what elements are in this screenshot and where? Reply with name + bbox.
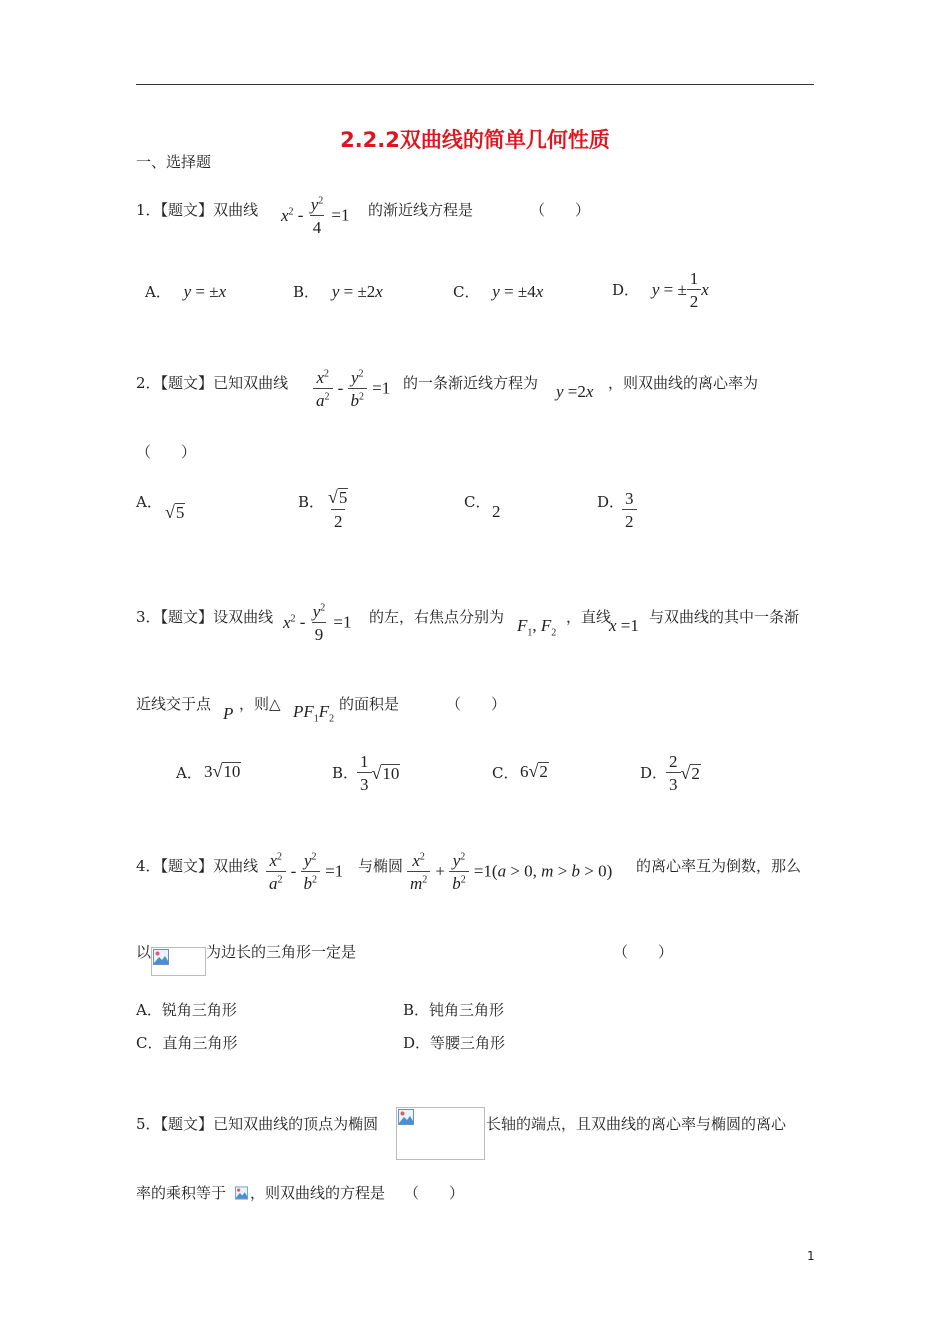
q2-option-d[interactable]: D． <box>597 493 625 511</box>
q2-equation: $\frac{x^2}{a^2}$ - $\frac{y^2}{b^2}$ =1 <box>313 369 390 409</box>
q1-option-b[interactable]: B． y = ±2x <box>293 282 383 301</box>
q3-line2-end: 的面积是 <box>339 695 400 713</box>
q5-line2: 率的乘积等于 <box>136 1184 227 1202</box>
q1-stem-end: 的渐近线方程是 <box>368 201 474 219</box>
q4-option-b[interactable]: B．钝角三角形 <box>403 1001 505 1019</box>
q2-option-d-value: $\frac{3}{2}$ <box>622 490 637 530</box>
q4-option-c[interactable]: C．直角三角形 <box>136 1034 238 1052</box>
q3-stem: 3．【题文】设双曲线 <box>136 608 274 626</box>
q2-stem: 2．【题文】已知双曲线 <box>136 374 289 392</box>
broken-image-icon <box>398 1109 414 1125</box>
q4-ellipse: $\frac{x^2}{m^2}$ + $\frac{y^2}{b^2}$ =1(a > 0, m > b > 0) <box>407 852 612 892</box>
q4-blank: （ ） <box>613 943 674 961</box>
q4-option-d[interactable]: D．等腰三角形 <box>403 1034 506 1052</box>
q3-stem-end: 与双曲线的其中一条渐 <box>649 608 800 626</box>
q3-line2: 近线交于点 <box>136 695 212 713</box>
q4-hyperbola: $\frac{x^2}{a^2}$ - $\frac{y^2}{b^2}$ =1 <box>266 852 343 892</box>
q1-equation: $x^2$ - $\frac{y^2}{4}$ =1 <box>281 195 350 237</box>
q4-line2-end: 为边长的三角形一定是 <box>206 943 357 961</box>
q3-line2-mid: ，则△ <box>239 695 281 713</box>
q3-option-b[interactable]: B． <box>332 764 359 782</box>
q4-option-a[interactable]: A．锐角三角形 <box>136 1001 237 1019</box>
q1-blank: （ ） <box>530 201 591 219</box>
q3-stem-line: ，直线 <box>566 608 612 626</box>
q3-equation: $x^2$ - $\frac{y^2}{9}$ =1 <box>283 602 352 644</box>
q2-option-a[interactable]: A． <box>136 493 162 511</box>
q1-option-a[interactable]: A． y = ±x <box>145 282 227 301</box>
q2-stem-end: ，则双曲线的离心率为 <box>608 374 759 392</box>
q3-option-d-value: $\frac{2}{3}$ √ 2 <box>666 753 701 793</box>
q3-option-a[interactable]: A． <box>176 764 202 782</box>
q3-stem-mid: 的左，右焦点分别为 <box>369 608 505 626</box>
section-heading: 一、选择题 <box>136 153 212 171</box>
q2-asymptote: y =2x <box>556 382 594 401</box>
header-rule <box>136 84 814 85</box>
q2-option-b[interactable]: B． <box>298 493 325 511</box>
q3-option-b-value: $\frac{1}{3}$ √ 10 <box>357 753 400 793</box>
page-title: 2.2.2双曲线的简单几何性质 <box>340 128 610 152</box>
q4-stem-end: 的离心率互为倒数，那么 <box>636 857 802 875</box>
q2-option-a-value: √ 5 <box>165 502 185 522</box>
broken-image-icon <box>235 1185 248 1201</box>
q2-option-c[interactable]: C． <box>464 493 491 511</box>
q2-stem-mid: 的一条渐近线方程为 <box>403 374 539 392</box>
q3-blank: （ ） <box>446 695 507 713</box>
q2-blank: （ ） <box>136 443 197 461</box>
q3-option-d[interactable]: D． <box>640 764 668 782</box>
broken-image-icon <box>153 949 169 965</box>
q2-option-c-value: 2 <box>492 502 501 521</box>
q3-line-eq: x =1 <box>609 616 639 635</box>
q5-stem-end: 长轴的端点，且双曲线的离心率与椭圆的离心 <box>486 1115 787 1133</box>
q5-blank: （ ） <box>404 1184 465 1202</box>
q2-option-b-value: √ 5 2 <box>328 487 348 531</box>
q4-stem: 4．【题文】双曲线 <box>136 857 259 875</box>
q1-option-d[interactable]: D． y = ± $\frac{1}{2}$ x <box>612 269 709 311</box>
q3-triangle: $PF_1F_2$ <box>293 702 335 725</box>
page-number: 1 <box>807 1249 815 1263</box>
q3-point-p: P <box>223 704 234 723</box>
q3-option-a-value: 3 √ 10 <box>204 761 241 781</box>
q1-stem: 1．【题文】双曲线 <box>136 201 259 219</box>
q1-option-c[interactable]: C． y = ±4x <box>453 282 544 301</box>
q5-line2-end: ，则双曲线的方程是 <box>250 1184 386 1202</box>
q4-stem-mid: 与椭圆 <box>358 857 404 875</box>
q5-stem: 5．【题文】已知双曲线的顶点为椭圆 <box>136 1115 379 1133</box>
q3-foci: $F_1$, $F_2$ <box>517 616 557 639</box>
q5-missing-image <box>396 1107 485 1160</box>
q3-option-c[interactable]: C． <box>492 764 519 782</box>
q5-missing-inline-image <box>235 1185 248 1202</box>
q4-missing-image <box>151 947 206 976</box>
q3-option-c-value: 6 √ 2 <box>520 761 548 781</box>
q4-line2: 以 <box>136 943 152 961</box>
